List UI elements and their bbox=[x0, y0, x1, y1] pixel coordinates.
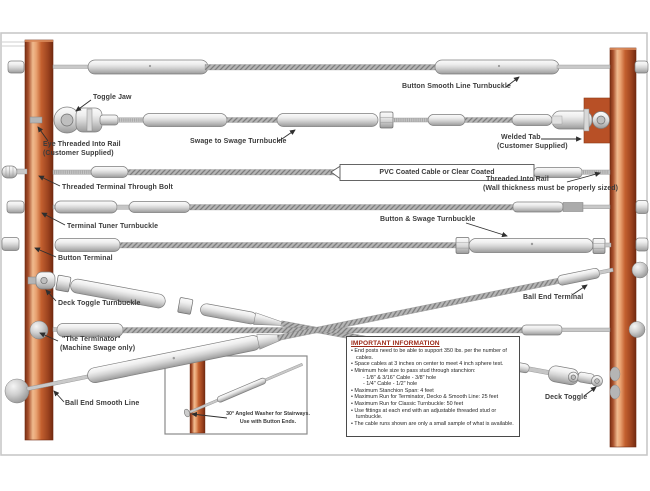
label-threaded-into-rail-1: Threaded Into Rail bbox=[486, 176, 549, 183]
info-item-sub: - 1/8" & 3/16" Cable - 3/8" hole bbox=[363, 374, 437, 381]
label-welded-tab-2: (Customer Supplied) bbox=[497, 143, 568, 150]
label-button-terminal: Button Terminal bbox=[58, 255, 113, 262]
left-post bbox=[25, 40, 53, 440]
label-terminator-1: "The Terminator" bbox=[62, 336, 121, 343]
info-item-sub: - 1/4" Cable - 1/2" hole bbox=[363, 381, 418, 388]
label-deck-toggle: Deck Toggle bbox=[545, 394, 588, 401]
cable-run-button-smooth-line bbox=[8, 60, 648, 74]
label-threaded-into-rail-2: (Wall thickness must be properly sized) bbox=[483, 185, 619, 192]
cable-run-button-swage bbox=[2, 238, 648, 254]
label-threaded-terminal: Threaded Terminal Through Bolt bbox=[62, 184, 173, 191]
label-deck-toggle-turnbuckle: Deck Toggle Turnbuckle bbox=[58, 300, 141, 307]
label-ball-end-terminal: Ball End Terminal bbox=[523, 294, 584, 301]
info-item: • Use fittings at each end with an adjustable threaded stud or turnbuckle. bbox=[351, 408, 515, 421]
info-item: • Minimum hole size to pass stud through stanchion: bbox=[351, 368, 515, 375]
label-pvc-coated: PVC Coated Cable or Clear Coated bbox=[379, 169, 495, 176]
label-toggle-jaw: Toggle Jaw bbox=[93, 94, 132, 101]
info-item: • Maximum Run for Classic Turnbuckle: 50 feet bbox=[351, 401, 515, 408]
label-welded-tab-1: Welded Tab bbox=[501, 134, 541, 141]
info-item: • The cable runs shown are only a small sample of what is available. bbox=[351, 421, 515, 428]
info-item: • End posts need to be able to support 350 lbs. per the number of cables. bbox=[351, 348, 515, 361]
label-swage-to-swage: Swage to Swage Turnbuckle bbox=[190, 138, 287, 145]
label-terminal-tuner: Terminal Tuner Turnbuckle bbox=[67, 223, 159, 230]
label-ball-end-smooth: Ball End Smooth Line bbox=[65, 400, 140, 407]
label-angled-washer-2: Use with Button Ends. bbox=[239, 419, 297, 425]
important-information-list bbox=[351, 348, 515, 428]
right-post bbox=[610, 48, 636, 447]
cable-run-terminal-tuner bbox=[7, 201, 648, 214]
label-angled-washer-1: 30° Angled Washer for Stairways. bbox=[226, 411, 310, 417]
info-item: • Maximum Stanchion Span: 4 feet bbox=[351, 388, 515, 395]
info-item: • Maximum Run for Terminator, Decko & Smooth Line: 25 feet bbox=[351, 394, 515, 401]
info-item: • Space cables at 3 inches on center to meet 4 inch sphere test. bbox=[351, 361, 515, 368]
label-terminator-2: (Machine Swage only) bbox=[60, 345, 136, 352]
label-eye-threaded-1: Eye Threaded Into Rail bbox=[43, 141, 121, 148]
label-button-swage: Button & Swage Turnbuckle bbox=[380, 216, 476, 223]
important-information-title: IMPORTANT INFORMATION bbox=[351, 340, 440, 347]
important-information-box bbox=[346, 336, 520, 437]
cable-run-swage-to-swage bbox=[30, 107, 610, 133]
label-button-smooth-line: Button Smooth Line Turnbuckle bbox=[402, 83, 511, 90]
label-eye-threaded-2: (Customer Supplied) bbox=[43, 150, 114, 157]
